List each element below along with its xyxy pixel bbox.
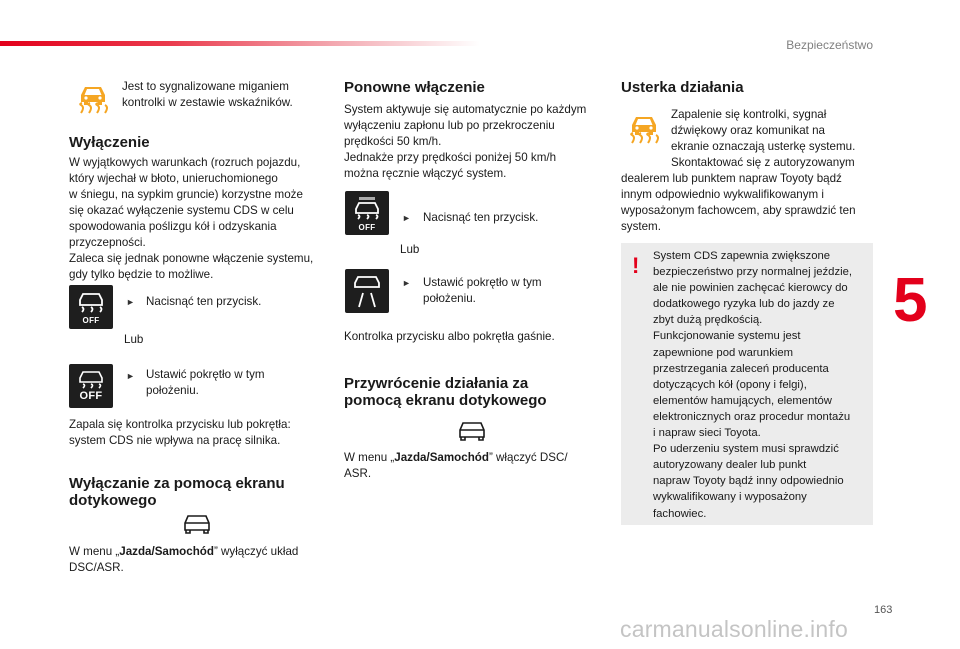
or-label: Lub	[124, 333, 144, 346]
drive-mode-dial	[345, 269, 389, 313]
touchscreen-disable-instruction: W menu „Jazda/Samochód” wyłączyć układ DSC/ASR.	[69, 545, 299, 574]
reactivate-result-text: Kontrolka przycisku albo pokrętła gaśnie.	[344, 330, 555, 343]
heading-disable: Wyłączenie	[69, 134, 150, 151]
bullet-icon: ►	[126, 371, 135, 381]
or-label: Lub	[400, 243, 420, 256]
fault-text-indented: Zapalenie się kontrolki, sygnał dźwiękowy oraz komunikat na ekranie oznaczają usterkę systemu. Skontaktować się z autoryzowanym	[671, 108, 856, 169]
disable-description: W wyjątkowych warunkach (rozruch pojazdu, który wjechał w błoto, unieruchomionego w śniegu, na sypkim gruncie) korzystne może się okazać wyłączenie systemu CDS w celu spowodowania poślizgu kół i odzyskania przyczepności. Zaleca się jednak ponowne włączenie systemu, gdy tylko będzie to możliwe.	[69, 156, 314, 281]
car-menu-icon	[457, 420, 487, 442]
touchscreen-restore-instruction: W menu „Jazda/Samochód” włączyć DSC/ ASR.	[344, 451, 568, 480]
header-accent-bar	[0, 41, 480, 46]
bullet-icon: ►	[402, 213, 411, 223]
off-label: OFF	[82, 316, 100, 325]
esp-off-button	[345, 191, 389, 235]
chapter-number: 5	[893, 266, 928, 335]
watermark: carmanualsonline.info	[620, 616, 848, 642]
off-label: OFF	[358, 223, 376, 232]
safety-notice-text: System CDS zapewnia zwiększone bezpieczeństwo przy normalnej jeździe, ale nie powinien zachęcać kierowcy do dodatkowego ryzyka lub do jazdy ze zbyt dużą prędkością. Funkcjonowanie systemu jest zapewnione pod warunkiem przestrzegania zaleceń producenta dotyczących kół (opony i felgi), elementów hamujących, elementów elektronicznych oraz procedur montażu i napraw sieci Toyota. Po uderzeniu system musi sprawdzić autoryzowany dealer lub punkt napraw Toyoty bądź inny odpowiednio wykwalifikowany i wyposażony fachowiec.	[653, 250, 853, 520]
warning-icon: !	[632, 253, 640, 278]
esp-off-dial	[69, 364, 113, 408]
step-press-button: Nacisnąć ten przycisk.	[423, 211, 539, 224]
bullet-icon: ►	[126, 297, 135, 307]
section-title: Bezpieczeństwo	[786, 38, 873, 52]
step-turn-dial: Ustawić pokrętło w tym położeniu.	[146, 368, 265, 397]
menu-path: Jazda/Samochód	[394, 451, 489, 464]
menu-path: Jazda/Samochód	[119, 545, 214, 558]
heading-reactivate: Ponowne włączenie	[344, 79, 485, 96]
bullet-icon: ►	[402, 278, 411, 288]
page-number: 163	[874, 604, 893, 616]
intro-text: Jest to sygnalizowane miganiem kontrolki w zestawie wskaźników.	[122, 80, 293, 109]
step-turn-dial: Ustawić pokrętło w tym położeniu.	[423, 276, 542, 305]
skid-warning-lamp-icon	[628, 114, 660, 144]
heading-disable-touchscreen: Wyłączanie za pomocą ekranu dotykowego	[69, 475, 285, 509]
skid-warning-lamp-icon	[77, 84, 109, 114]
car-menu-icon	[182, 513, 212, 535]
heading-fault: Usterka działania	[621, 79, 744, 96]
disable-result-text: Zapala się kontrolka przycisku lub pokrętła: system CDS nie wpływa na pracę silnika.	[69, 418, 291, 447]
off-label: OFF	[79, 390, 103, 402]
fault-text: dealerem lub punktem napraw Toyoty bądź innym odpowiednio wykwalifikowanym i wyposażonym fachowcem, aby sprawdzić ten system.	[621, 172, 856, 233]
esp-off-button	[69, 285, 113, 329]
step-press-button: Nacisnąć ten przycisk.	[146, 295, 262, 308]
heading-restore-touchscreen: Przywrócenie działania za pomocą ekranu dotykowego	[344, 375, 547, 409]
reactivate-description: System aktywuje się automatycznie po każdym wyłączeniu zapłonu lub po przekroczeniu prędkości 50 km/h. Jednakże przy prędkości poniżej 50 km/h można ręcznie włączyć system.	[344, 103, 587, 180]
car-road-icon	[345, 269, 389, 313]
